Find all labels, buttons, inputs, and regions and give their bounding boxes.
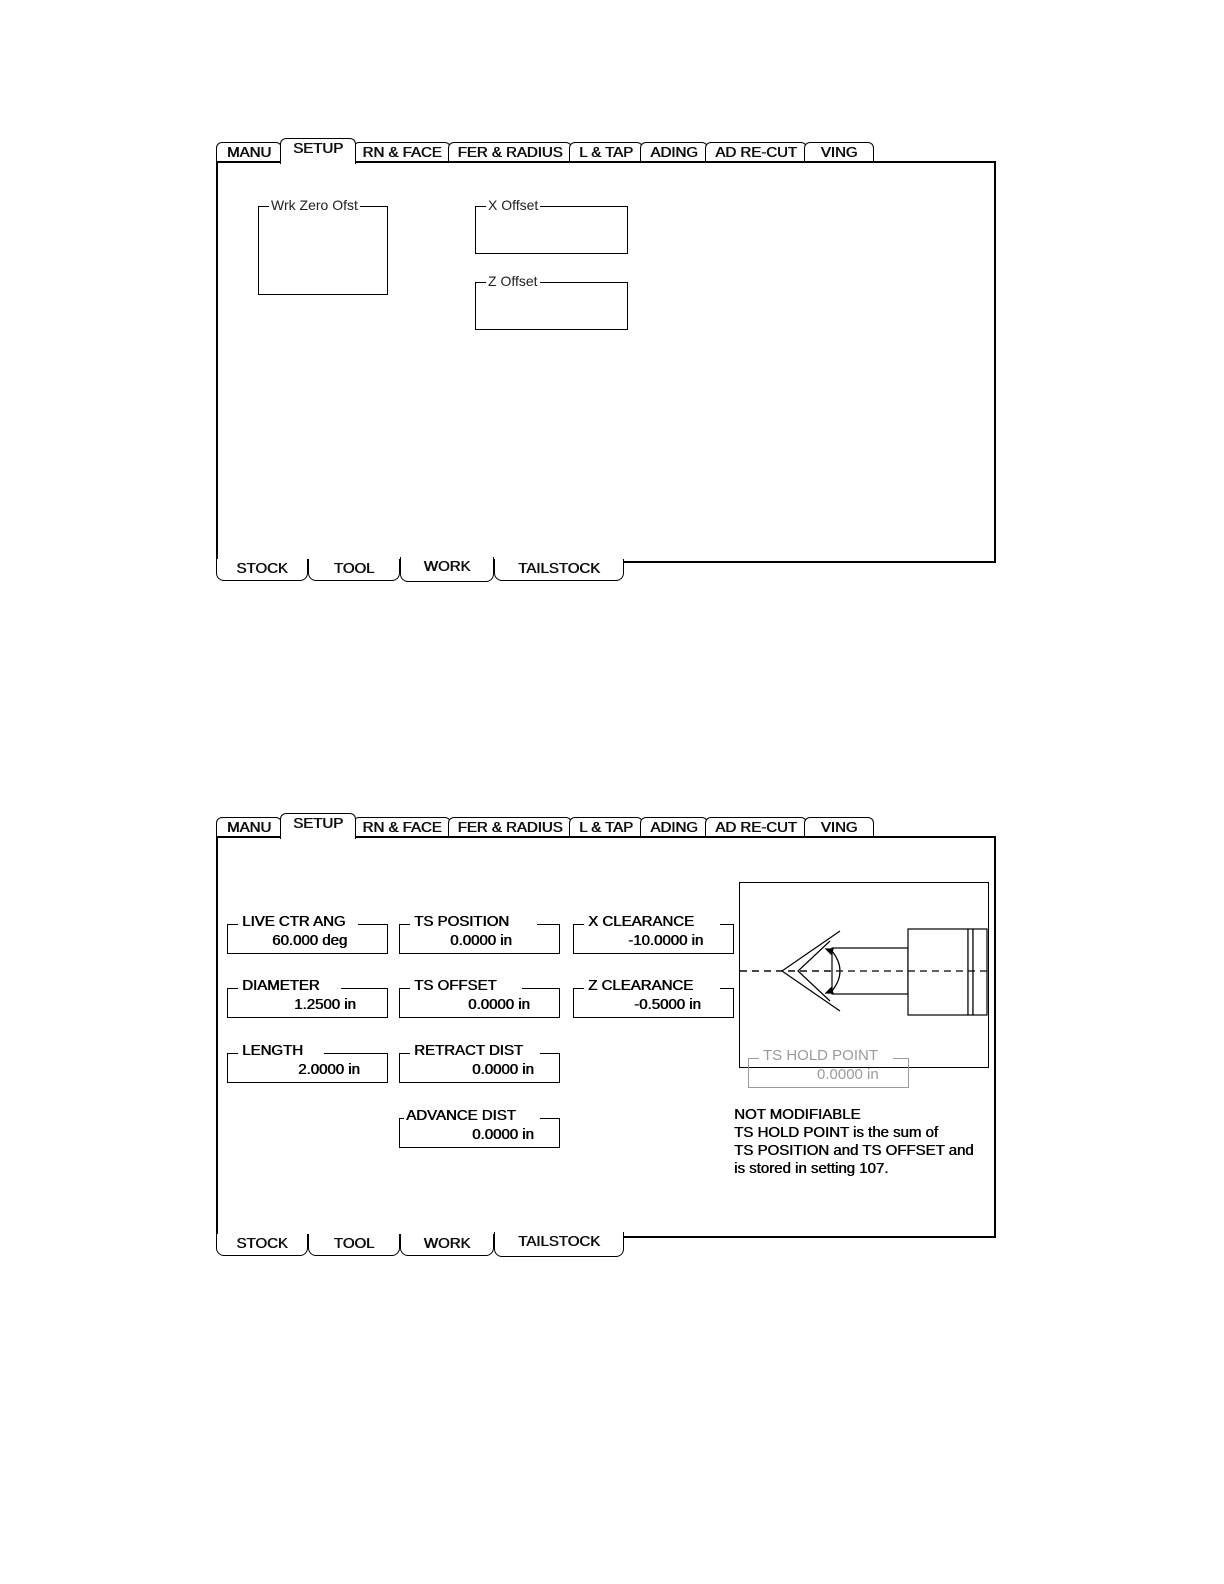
retract-dist-value: 0.0000 in <box>472 1061 534 1078</box>
tab-grooving[interactable]: VING <box>804 142 874 163</box>
live-ctr-ang-value: 60.000 deg <box>272 932 348 949</box>
info-notes <box>734 1106 974 1178</box>
length-value: 2.0000 in <box>298 1061 360 1078</box>
advance-dist-label: ADVANCE DIST <box>406 1107 516 1124</box>
tab-stock[interactable]: STOCK <box>216 559 308 581</box>
setup-panel <box>216 836 996 1238</box>
z-offset-box[interactable] <box>475 273 628 330</box>
tab-work[interactable]: WORK <box>400 557 494 582</box>
length-field[interactable] <box>227 1042 388 1083</box>
retract-dist-field[interactable] <box>399 1042 560 1083</box>
setup-tailstock-screen <box>216 813 996 1263</box>
ts-offset-value: 0.0000 in <box>468 996 530 1013</box>
tab-threading[interactable]: ADING <box>640 817 708 838</box>
tab-drill-tap[interactable]: L & TAP <box>569 142 643 163</box>
tab-tool[interactable]: TOOL <box>308 1234 400 1256</box>
live-ctr-ang-label: LIVE CTR ANG <box>242 913 346 930</box>
tab-threading[interactable]: ADING <box>640 142 708 163</box>
note-line: TS HOLD POINT is the sum of <box>734 1124 938 1141</box>
tab-thread-recut[interactable]: AD RE-CUT <box>705 142 807 163</box>
tab-chamfer-radius[interactable]: FER & RADIUS <box>448 817 572 838</box>
tab-grooving[interactable]: VING <box>804 817 874 838</box>
tab-manual[interactable]: MANU <box>216 142 282 163</box>
length-label: LENGTH <box>242 1042 303 1059</box>
ts-offset-field[interactable] <box>399 977 560 1018</box>
tab-setup[interactable]: SETUP <box>280 138 356 164</box>
tab-stock[interactable]: STOCK <box>216 1234 308 1256</box>
wrk-zero-ofst-label: Wrk Zero Ofst <box>271 197 358 213</box>
advance-dist-field[interactable] <box>399 1107 560 1148</box>
tailstock-live-center-icon <box>740 883 988 1067</box>
tailstock-diagram <box>739 882 989 1068</box>
bottom-tab-bar <box>216 559 636 585</box>
tab-turn-face[interactable]: RN & FACE <box>353 142 451 163</box>
ts-position-field[interactable] <box>399 913 560 954</box>
z-clearance-field[interactable] <box>573 977 734 1018</box>
x-offset-box[interactable] <box>475 197 628 254</box>
ts-position-label: TS POSITION <box>414 913 510 930</box>
bottom-tab-bar <box>216 1234 636 1260</box>
ts-hold-point-label: TS HOLD POINT <box>763 1047 879 1064</box>
tab-tool[interactable]: TOOL <box>308 559 400 581</box>
x-clearance-label: X CLEARANCE <box>588 913 694 930</box>
tab-chamfer-radius[interactable]: FER & RADIUS <box>448 142 572 163</box>
wrk-zero-ofst-box[interactable] <box>258 197 388 295</box>
tab-tailstock[interactable]: TAILSTOCK <box>494 559 624 581</box>
setup-panel <box>216 161 996 563</box>
tab-drill-tap[interactable]: L & TAP <box>569 817 643 838</box>
diameter-label: DIAMETER <box>242 977 320 994</box>
note-line: is stored in setting 107. <box>734 1160 889 1177</box>
diameter-value: 1.2500 in <box>294 996 356 1013</box>
tab-manual[interactable]: MANU <box>216 817 282 838</box>
x-clearance-value: -10.0000 in <box>628 932 704 949</box>
x-clearance-field[interactable] <box>573 913 734 954</box>
tab-turn-face[interactable]: RN & FACE <box>353 817 451 838</box>
tab-work[interactable]: WORK <box>400 1234 494 1256</box>
tab-tailstock[interactable]: TAILSTOCK <box>494 1232 624 1257</box>
tab-thread-recut[interactable]: AD RE-CUT <box>705 817 807 838</box>
note-line: TS POSITION and TS OFFSET and <box>734 1142 974 1159</box>
z-clearance-label: Z CLEARANCE <box>588 977 694 994</box>
x-offset-label: X Offset <box>488 197 539 213</box>
ts-hold-point-field <box>748 1047 909 1088</box>
ts-offset-label: TS OFFSET <box>414 977 497 994</box>
note-line: NOT MODIFIABLE <box>734 1106 861 1123</box>
z-offset-label: Z Offset <box>488 273 538 289</box>
tab-setup[interactable]: SETUP <box>280 813 356 839</box>
ts-hold-point-value: 0.0000 in <box>817 1066 879 1083</box>
live-ctr-ang-field[interactable] <box>227 913 388 954</box>
ts-position-value: 0.0000 in <box>450 932 512 949</box>
z-clearance-value: -0.5000 in <box>634 996 701 1013</box>
setup-work-screen <box>216 138 996 588</box>
diameter-field[interactable] <box>227 977 388 1018</box>
advance-dist-value: 0.0000 in <box>472 1126 534 1143</box>
retract-dist-label: RETRACT DIST <box>414 1042 523 1059</box>
